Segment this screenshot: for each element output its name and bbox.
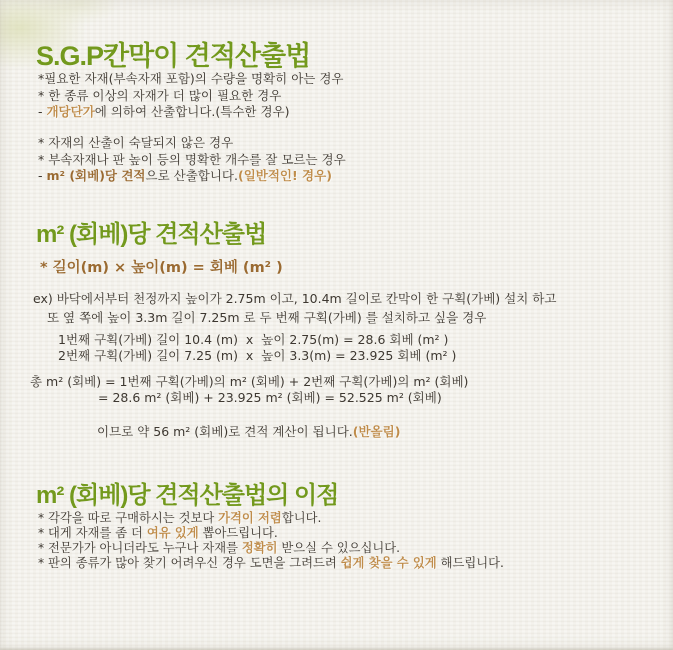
benefits-list	[38, 511, 504, 571]
total-line-2: = 28.6 m² (회베) + 23.925 m² (회베) = 52.525 m² (회베)	[98, 389, 442, 405]
highlight-unit-price: 개당단가	[46, 104, 95, 119]
highlight-rounding: (반올림)	[352, 424, 401, 439]
note-line: *필요한 자재(부속자재 포함)의 수량을 명확히 아는 경우	[38, 71, 344, 86]
calc-line-1: 1번째 구획(가베) 길이 10.4 (m) x 높이 2.75(m) = 28.6 회베 (m² )	[58, 332, 449, 347]
note-segment: -	[38, 104, 47, 119]
benefit-segment: 합니다.	[281, 511, 322, 525]
calculation-lines	[58, 332, 456, 363]
benefit-segment: 받으실 수 있으십니다.	[277, 541, 401, 555]
note-segment: 에 의하여 산출합니다.(특수한 경우)	[94, 104, 290, 119]
section1-notes-block2	[38, 135, 346, 185]
section1-notes-block1	[38, 71, 344, 121]
benefit-segment: * 대게 자재를 좀 더	[38, 526, 147, 540]
benefit-segment: * 판의 종류가 많아 찾기 어려우신 경우 도면을 그려드려	[38, 556, 341, 570]
example-paragraph	[33, 289, 556, 327]
total-lines	[30, 374, 468, 405]
benefit-line	[38, 556, 504, 571]
benefit-line	[38, 511, 504, 526]
benefit-segment: * 각각을 따로 구매하시는 것보다	[38, 511, 219, 525]
note-line	[38, 168, 346, 185]
note-line	[38, 104, 344, 121]
benefit-line	[38, 541, 504, 556]
example-line: ex) 바닥에서부터 천정까지 높이가 2.75m 이고, 10.4m 길이로 칸막이 한 구획(가베) 설치 하고	[33, 291, 557, 306]
benefit-segment: 뽑아드립니다.	[198, 526, 278, 540]
conclusion-text: 이므로 약 56 m² (회베)로 견적 계산이 됩니다.	[97, 424, 353, 439]
conclusion-line	[97, 422, 400, 440]
total-line-1: 총 m² (회베) = 1번째 구획(가베)의 m² (회베) + 2번째 구획(가베)의 m² (회베)	[30, 374, 469, 389]
highlight-extra-margin: 여유 있게	[146, 526, 199, 540]
note-line: * 자재의 산출이 숙달되지 않은 경우	[38, 135, 234, 150]
note-line: * 부속자재나 판 높이 등의 명확한 개수를 잘 모르는 경우	[38, 151, 346, 167]
highlight-per-sqm-estimate: m² (회베)당 견적	[46, 168, 146, 183]
calc-line-2: 2번째 구획(가베) 길이 7.25 (m) x 높이 3.3(m) = 23.925 회베 (m² )	[58, 347, 457, 363]
benefit-segment: 해드립니다.	[436, 556, 504, 570]
section3-heading: m² (회베)당 견적산출법의 이점	[36, 481, 339, 509]
note-line: * 한 종류 이상의 자재가 더 많이 필요한 경우	[38, 87, 282, 103]
section2-heading: m² (회베)당 견적산출법	[36, 220, 267, 248]
note-segment: -	[38, 168, 47, 183]
section1-heading: S.G.P칸막이 견적산출법	[36, 41, 311, 72]
highlight-general-case: (일반적인! 경우)	[237, 168, 332, 183]
highlight-cheap-price: 가격이 저렴	[218, 511, 282, 525]
area-formula: * 길이(m) × 높이(m) = 회베 (m² )	[40, 260, 283, 276]
benefit-segment: * 전문가가 아니더라도 누구나 자재를	[38, 541, 242, 555]
highlight-accurately: 정확히	[241, 541, 278, 555]
highlight-easy-to-find: 쉽게 찾을 수 있게	[340, 556, 437, 570]
note-segment: 으로 산출합니다.	[145, 168, 238, 183]
example-line: 또 옆 쪽에 높이 3.3m 길이 7.25m 로 두 번째 구획(가베) 를 설치하고 싶을 경우	[47, 310, 487, 325]
benefit-line	[38, 526, 504, 541]
